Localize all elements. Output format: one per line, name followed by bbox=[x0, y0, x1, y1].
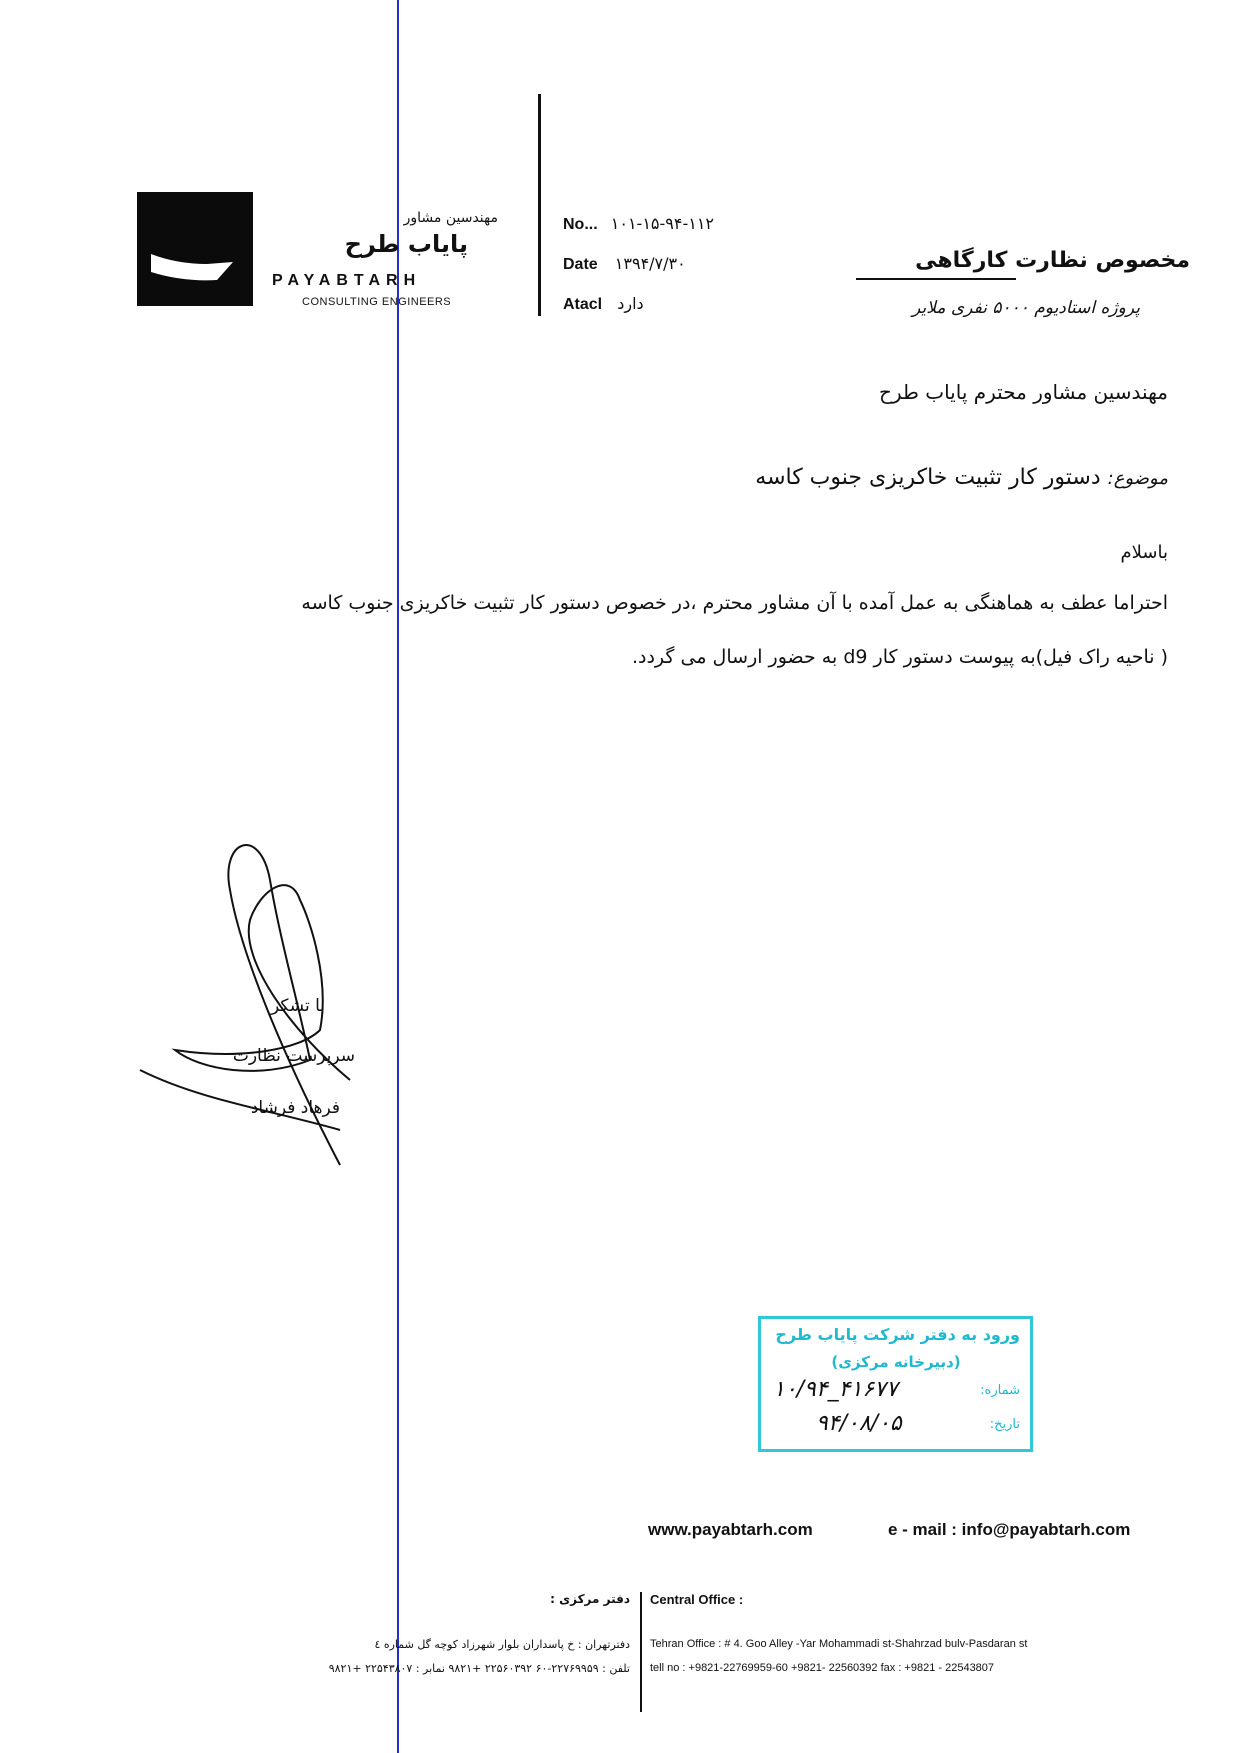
footer-tehran-en: Tehran Office : # 4. Goo Alley -Yar Mohammadi st-Shahrzad bulv-Pasdaran st bbox=[650, 1638, 1028, 1650]
scan-blue-line bbox=[397, 0, 399, 1753]
footer-email[interactable]: e - mail : info@payabtarh.com bbox=[888, 1520, 1131, 1539]
meta-attach-label: Atacl bbox=[563, 296, 603, 313]
footer-central-en: Central Office : bbox=[650, 1592, 744, 1607]
subject-label: موضوع: bbox=[1107, 468, 1168, 489]
stamp-number-value: ۱۰/۹۴_۴۱۶۷۷ bbox=[773, 1377, 898, 1402]
meta-attach bbox=[563, 294, 644, 314]
signature-name: فرهاد فرشاد bbox=[250, 1098, 340, 1118]
logo-en-name: PAYABTARH bbox=[272, 272, 422, 289]
meta-date-label: Date bbox=[563, 256, 598, 273]
meta-date-value: ۱۳۹۴/۷/۳۰ bbox=[614, 254, 686, 273]
meta-no-value: ۱۰۱-۱۵-۹۴-۱۱۲ bbox=[610, 214, 715, 233]
subject-text: دستور کار تثبیت خاکریزی جنوب کاسه bbox=[755, 465, 1101, 490]
letter-subject bbox=[590, 465, 1168, 490]
footer-tehran-fa: دفترتهران : خ پاسداران بلوار شهرزاد کوچه گل شماره ٤ bbox=[374, 1638, 630, 1651]
signature-closing: با تشکر bbox=[271, 996, 325, 1016]
letter-greeting: باسلام bbox=[1120, 542, 1168, 563]
stamp-line1: ورود به دفتر شرکت پایاب طرح bbox=[775, 1325, 1020, 1344]
footer-tel-fa: تلفن : ۲۲۷۶۹۹۵۹-۶۰ ۲۲۵۶۰۳۹۲ +۹۸۲۱ نمابر : ۲۲۵۴۳۸۰۷ +۹۸۲۱ bbox=[328, 1662, 630, 1675]
company-logo bbox=[137, 192, 253, 306]
logo-mark-icon bbox=[137, 192, 253, 306]
header-title-underline bbox=[856, 278, 1016, 280]
meta-no bbox=[563, 214, 714, 234]
footer-central-fa: دفتر مرکزی : bbox=[550, 1592, 630, 1606]
logo-en-sub: CONSULTING ENGINEERS bbox=[302, 296, 452, 308]
stamp-date-value: ۹۴/۰۸/۰۵ bbox=[816, 1411, 902, 1436]
header-title: مخصوص نظارت کارگاهی bbox=[915, 248, 1190, 273]
footer-website[interactable]: www.payabtarh.com bbox=[648, 1520, 813, 1539]
header-divider bbox=[538, 94, 541, 316]
receipt-stamp bbox=[758, 1316, 1033, 1452]
stamp-date-label: تاریخ: bbox=[989, 1417, 1020, 1432]
letter-recipient: مهندسین مشاور محترم پایاب طرح bbox=[879, 380, 1168, 404]
footer-tel-en: tell no : +9821-22769959-60 +9821- 22560392 fax : +9821 - 22543807 bbox=[650, 1662, 995, 1674]
letter-body-line1: احتراما عطف به هماهنگی به عمل آمده با آن مشاور محترم ،در خصوص دستور کار تثبیت خاکریزی جنوب کاسه bbox=[301, 592, 1168, 614]
logo-fa-name: پایاب طرح bbox=[344, 230, 468, 258]
meta-attach-value: دارد bbox=[617, 294, 644, 313]
footer-divider bbox=[640, 1592, 642, 1712]
signature-role: سرپرست نظارت bbox=[232, 1046, 355, 1066]
meta-no-label: No... bbox=[563, 216, 598, 233]
meta-date bbox=[563, 254, 686, 274]
stamp-line2: (دبیرخانه مرکزی) bbox=[831, 1353, 961, 1371]
header-project: پروژه استادیوم ۵۰۰۰ نفری ملایر bbox=[912, 298, 1140, 318]
letter-body-line2: ( ناحیه راک فیل)به پیوست دستور کار d9 به حضور ارسال می گردد. bbox=[631, 646, 1168, 668]
stamp-number-label: شماره: bbox=[980, 1383, 1020, 1398]
logo-fa-top: مهندسین مشاور bbox=[403, 210, 498, 226]
